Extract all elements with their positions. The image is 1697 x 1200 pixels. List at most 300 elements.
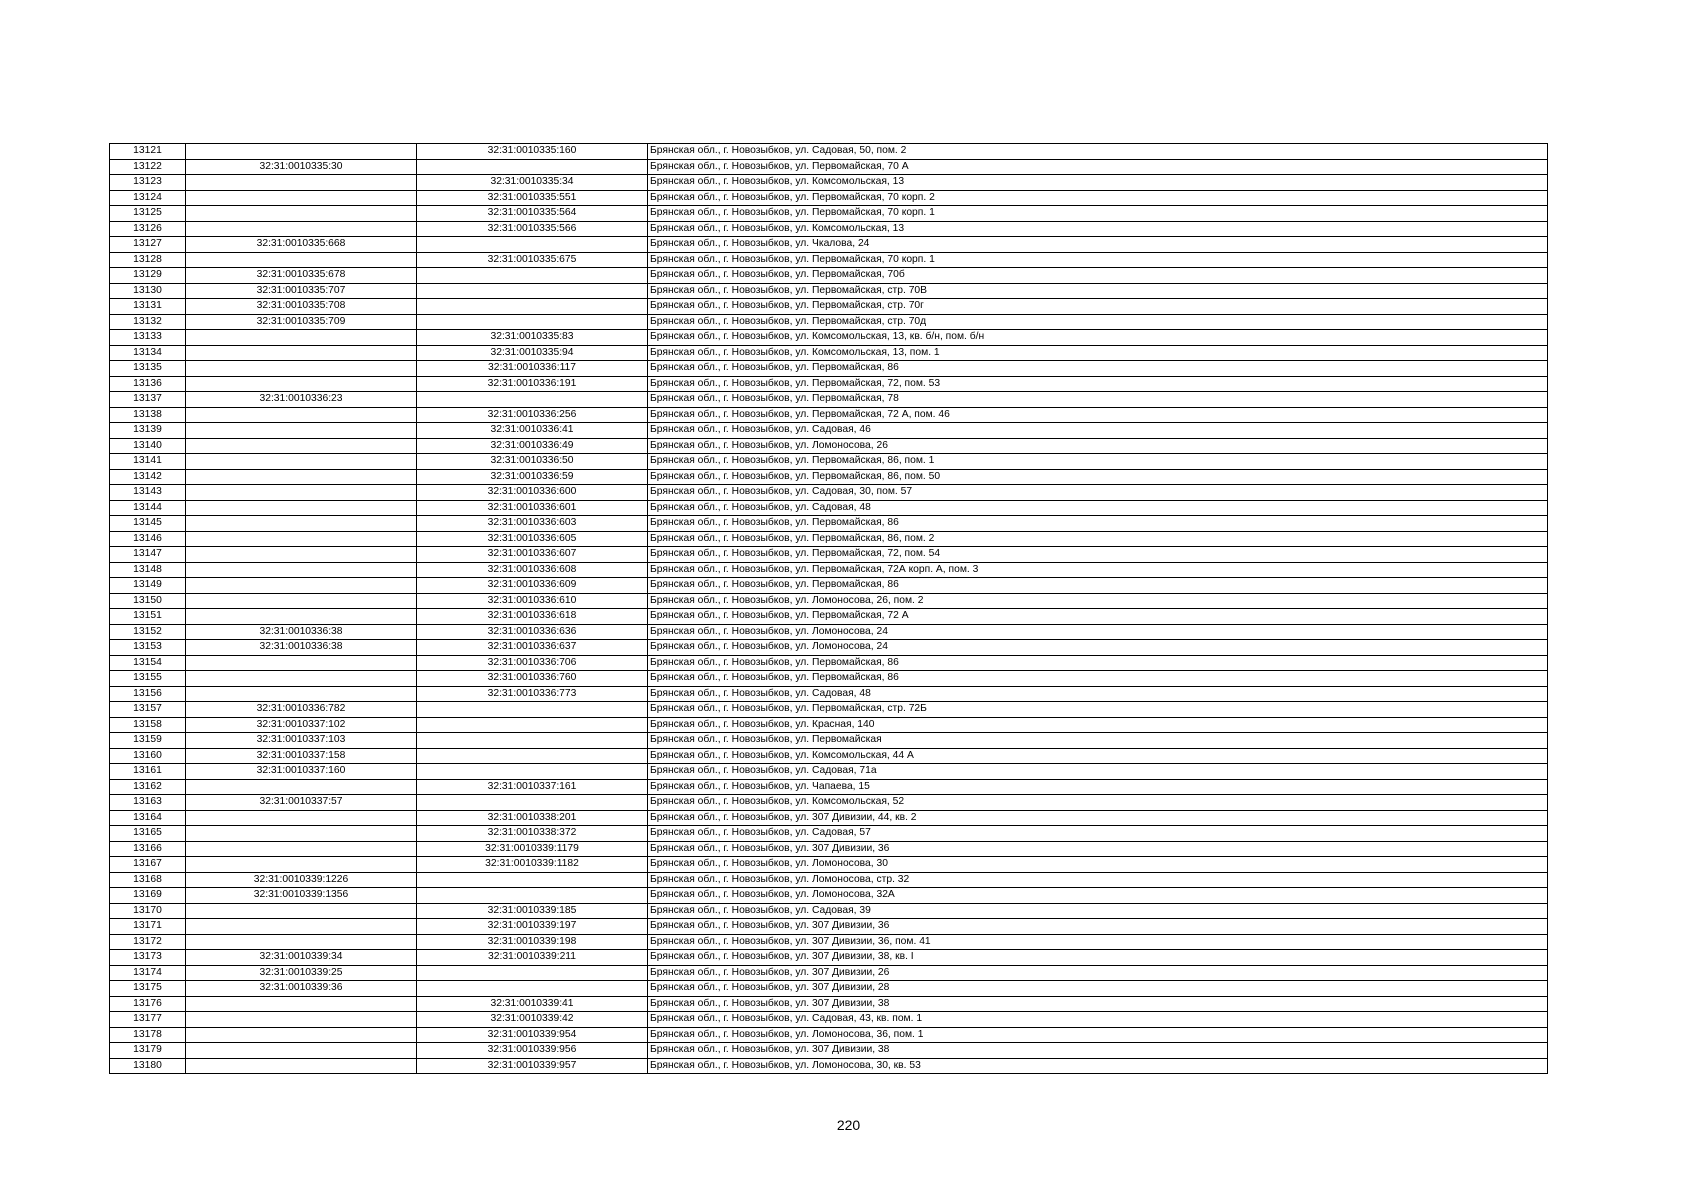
row-number-cell: 13148 — [110, 562, 186, 578]
row-number-cell: 13173 — [110, 950, 186, 966]
address-cell: Брянская обл., г. Новозыбков, ул. 307 Дивизии, 36 — [648, 841, 1548, 857]
row-number-cell: 13139 — [110, 423, 186, 439]
table-row — [110, 314, 1548, 330]
land-cadastral-number-cell: 32:31:0010337:103 — [186, 733, 417, 749]
land-cadastral-number-cell: 32:31:0010339:34 — [186, 950, 417, 966]
building-cadastral-number-cell — [417, 314, 648, 330]
building-cadastral-number-cell — [417, 702, 648, 718]
land-cadastral-number-cell — [186, 934, 417, 950]
land-cadastral-number-cell — [186, 779, 417, 795]
building-cadastral-number-cell: 32:31:0010335:94 — [417, 345, 648, 361]
land-cadastral-number-cell — [186, 996, 417, 1012]
address-cell: Брянская обл., г. Новозыбков, ул. Чкалова, 24 — [648, 237, 1548, 253]
table-row — [110, 485, 1548, 501]
address-cell: Брянская обл., г. Новозыбков, ул. 307 Дивизии, 28 — [648, 981, 1548, 997]
land-cadastral-number-cell — [186, 330, 417, 346]
building-cadastral-number-cell: 32:31:0010336:191 — [417, 376, 648, 392]
address-cell: Брянская обл., г. Новозыбков, ул. Ломоносова, 32А — [648, 888, 1548, 904]
address-cell: Брянская обл., г. Новозыбков, ул. 307 Дивизии, 38, кв. I — [648, 950, 1548, 966]
address-cell: Брянская обл., г. Новозыбков, ул. 307 Дивизии, 38 — [648, 996, 1548, 1012]
row-number-cell: 13121 — [110, 144, 186, 160]
row-number-cell: 13178 — [110, 1027, 186, 1043]
address-cell: Брянская обл., г. Новозыбков, ул. Первомайская, 72 А — [648, 609, 1548, 625]
building-cadastral-number-cell: 32:31:0010336:636 — [417, 624, 648, 640]
land-cadastral-number-cell — [186, 361, 417, 377]
address-cell: Брянская обл., г. Новозыбков, ул. Первомайская, 72, пом. 53 — [648, 376, 1548, 392]
row-number-cell: 13136 — [110, 376, 186, 392]
land-cadastral-number-cell — [186, 175, 417, 191]
land-cadastral-number-cell — [186, 857, 417, 873]
land-cadastral-number-cell — [186, 407, 417, 423]
row-number-cell: 13159 — [110, 733, 186, 749]
table-row — [110, 345, 1548, 361]
row-number-cell: 13141 — [110, 454, 186, 470]
land-cadastral-number-cell: 32:31:0010337:160 — [186, 764, 417, 780]
land-cadastral-number-cell — [186, 1027, 417, 1043]
address-cell: Брянская обл., г. Новозыбков, ул. Первомайская, 86, пом. 2 — [648, 531, 1548, 547]
address-cell: Брянская обл., г. Новозыбков, ул. Первомайская, 72 А, пом. 46 — [648, 407, 1548, 423]
row-number-cell: 13163 — [110, 795, 186, 811]
land-cadastral-number-cell: 32:31:0010339:25 — [186, 965, 417, 981]
address-cell: Брянская обл., г. Новозыбков, ул. Садовая, 46 — [648, 423, 1548, 439]
table-row — [110, 392, 1548, 408]
table-row — [110, 888, 1548, 904]
address-cell: Брянская обл., г. Новозыбков, ул. Садовая, 43, кв. пом. 1 — [648, 1012, 1548, 1028]
address-cell: Брянская обл., г. Новозыбков, ул. Садовая, 71а — [648, 764, 1548, 780]
building-cadastral-number-cell: 32:31:0010336:618 — [417, 609, 648, 625]
row-number-cell: 13170 — [110, 903, 186, 919]
land-cadastral-number-cell: 32:31:0010336:38 — [186, 624, 417, 640]
table-row — [110, 671, 1548, 687]
land-cadastral-number-cell — [186, 1012, 417, 1028]
row-number-cell: 13138 — [110, 407, 186, 423]
row-number-cell: 13133 — [110, 330, 186, 346]
land-cadastral-number-cell: 32:31:0010335:709 — [186, 314, 417, 330]
land-cadastral-number-cell — [186, 655, 417, 671]
table-row — [110, 237, 1548, 253]
address-cell: Брянская обл., г. Новозыбков, ул. Первомайская, стр. 70д — [648, 314, 1548, 330]
row-number-cell: 13167 — [110, 857, 186, 873]
row-number-cell: 13129 — [110, 268, 186, 284]
table-row — [110, 640, 1548, 656]
table-row — [110, 454, 1548, 470]
row-number-cell: 13180 — [110, 1058, 186, 1074]
row-number-cell: 13144 — [110, 500, 186, 516]
row-number-cell: 13149 — [110, 578, 186, 594]
building-cadastral-number-cell — [417, 268, 648, 284]
building-cadastral-number-cell: 32:31:0010336:256 — [417, 407, 648, 423]
building-cadastral-number-cell: 32:31:0010336:706 — [417, 655, 648, 671]
land-cadastral-number-cell — [186, 671, 417, 687]
row-number-cell: 13131 — [110, 299, 186, 315]
land-cadastral-number-cell: 32:31:0010335:678 — [186, 268, 417, 284]
address-cell: Брянская обл., г. Новозыбков, ул. Первомайская, 70 корп. 1 — [648, 252, 1548, 268]
table-row — [110, 965, 1548, 981]
address-cell: Брянская обл., г. Новозыбков, ул. 307 Дивизии, 36 — [648, 919, 1548, 935]
table-row — [110, 857, 1548, 873]
building-cadastral-number-cell — [417, 733, 648, 749]
address-cell: Брянская обл., г. Новозыбков, ул. Первомайская, 86 — [648, 361, 1548, 377]
building-cadastral-number-cell: 32:31:0010339:1182 — [417, 857, 648, 873]
address-cell: Брянская обл., г. Новозыбков, ул. Комсомольская, 13, кв. б/н, пом. б/н — [648, 330, 1548, 346]
row-number-cell: 13157 — [110, 702, 186, 718]
address-cell: Брянская обл., г. Новозыбков, ул. Комсомольская, 13 — [648, 175, 1548, 191]
building-cadastral-number-cell: 32:31:0010339:197 — [417, 919, 648, 935]
address-cell: Брянская обл., г. Новозыбков, ул. Садовая, 48 — [648, 686, 1548, 702]
address-cell: Брянская обл., г. Новозыбков, ул. Первомайская, 78 — [648, 392, 1548, 408]
building-cadastral-number-cell — [417, 981, 648, 997]
table-row — [110, 609, 1548, 625]
address-cell: Брянская обл., г. Новозыбков, ул. Первомайская, 70 корп. 1 — [648, 206, 1548, 222]
table-row — [110, 1012, 1548, 1028]
table-row — [110, 686, 1548, 702]
building-cadastral-number-cell: 32:31:0010339:957 — [417, 1058, 648, 1074]
row-number-cell: 13164 — [110, 810, 186, 826]
land-cadastral-number-cell — [186, 562, 417, 578]
land-cadastral-number-cell: 32:31:0010335:708 — [186, 299, 417, 315]
land-cadastral-number-cell — [186, 345, 417, 361]
table-row — [110, 562, 1548, 578]
row-number-cell: 13123 — [110, 175, 186, 191]
building-cadastral-number-cell: 32:31:0010336:50 — [417, 454, 648, 470]
building-cadastral-number-cell — [417, 717, 648, 733]
address-cell: Брянская обл., г. Новозыбков, ул. Первомайская, стр. 70В — [648, 283, 1548, 299]
building-cadastral-number-cell — [417, 872, 648, 888]
land-cadastral-number-cell — [186, 438, 417, 454]
row-number-cell: 13162 — [110, 779, 186, 795]
row-number-cell: 13155 — [110, 671, 186, 687]
building-cadastral-number-cell — [417, 299, 648, 315]
address-cell: Брянская обл., г. Новозыбков, ул. Красная, 140 — [648, 717, 1548, 733]
land-cadastral-number-cell — [186, 810, 417, 826]
row-number-cell: 13175 — [110, 981, 186, 997]
land-cadastral-number-cell: 32:31:0010336:23 — [186, 392, 417, 408]
row-number-cell: 13134 — [110, 345, 186, 361]
building-cadastral-number-cell: 32:31:0010339:185 — [417, 903, 648, 919]
building-cadastral-number-cell: 32:31:0010336:605 — [417, 531, 648, 547]
building-cadastral-number-cell: 32:31:0010335:564 — [417, 206, 648, 222]
row-number-cell: 13147 — [110, 547, 186, 563]
address-cell: Брянская обл., г. Новозыбков, ул. Первомайская, 72А корп. А, пом. 3 — [648, 562, 1548, 578]
land-cadastral-number-cell: 32:31:0010336:782 — [186, 702, 417, 718]
land-cadastral-number-cell: 32:31:0010335:30 — [186, 159, 417, 175]
cadastral-table — [109, 143, 1548, 1074]
address-cell: Брянская обл., г. Новозыбков, ул. Ломоносова, 30 — [648, 857, 1548, 873]
table-row — [110, 733, 1548, 749]
row-number-cell: 13127 — [110, 237, 186, 253]
table-row — [110, 407, 1548, 423]
page-number: 220 — [836, 1117, 861, 1133]
land-cadastral-number-cell — [186, 578, 417, 594]
land-cadastral-number-cell — [186, 252, 417, 268]
table-row — [110, 764, 1548, 780]
land-cadastral-number-cell — [186, 547, 417, 563]
address-cell: Брянская обл., г. Новозыбков, ул. 307 Дивизии, 36, пом. 41 — [648, 934, 1548, 950]
row-number-cell: 13160 — [110, 748, 186, 764]
row-number-cell: 13137 — [110, 392, 186, 408]
building-cadastral-number-cell: 32:31:0010336:601 — [417, 500, 648, 516]
land-cadastral-number-cell — [186, 826, 417, 842]
row-number-cell: 13124 — [110, 190, 186, 206]
table-row — [110, 547, 1548, 563]
table-row — [110, 950, 1548, 966]
address-cell: Брянская обл., г. Новозыбков, ул. Комсомольская, 44 А — [648, 748, 1548, 764]
land-cadastral-number-cell — [186, 221, 417, 237]
land-cadastral-number-cell — [186, 531, 417, 547]
building-cadastral-number-cell: 32:31:0010339:42 — [417, 1012, 648, 1028]
land-cadastral-number-cell — [186, 841, 417, 857]
land-cadastral-number-cell: 32:31:0010337:102 — [186, 717, 417, 733]
building-cadastral-number-cell: 32:31:0010336:760 — [417, 671, 648, 687]
building-cadastral-number-cell: 32:31:0010337:161 — [417, 779, 648, 795]
table-row — [110, 919, 1548, 935]
row-number-cell: 13169 — [110, 888, 186, 904]
building-cadastral-number-cell: 32:31:0010336:41 — [417, 423, 648, 439]
land-cadastral-number-cell — [186, 1043, 417, 1059]
building-cadastral-number-cell: 32:31:0010339:211 — [417, 950, 648, 966]
row-number-cell: 13165 — [110, 826, 186, 842]
table-row — [110, 268, 1548, 284]
land-cadastral-number-cell: 32:31:0010337:57 — [186, 795, 417, 811]
address-cell: Брянская обл., г. Новозыбков, ул. Первомайская, 86, пом. 50 — [648, 469, 1548, 485]
land-cadastral-number-cell — [186, 609, 417, 625]
land-cadastral-number-cell: 32:31:0010335:668 — [186, 237, 417, 253]
address-cell: Брянская обл., г. Новозыбков, ул. Ломоносова, стр. 32 — [648, 872, 1548, 888]
address-cell: Брянская обл., г. Новозыбков, ул. 307 Дивизии, 26 — [648, 965, 1548, 981]
row-number-cell: 13168 — [110, 872, 186, 888]
address-cell: Брянская обл., г. Новозыбков, ул. 307 Дивизии, 38 — [648, 1043, 1548, 1059]
table-row — [110, 872, 1548, 888]
address-cell: Брянская обл., г. Новозыбков, ул. Первомайская, стр. 72Б — [648, 702, 1548, 718]
land-cadastral-number-cell: 32:31:0010335:707 — [186, 283, 417, 299]
building-cadastral-number-cell: 32:31:0010335:551 — [417, 190, 648, 206]
table-row — [110, 221, 1548, 237]
land-cadastral-number-cell — [186, 454, 417, 470]
land-cadastral-number-cell — [186, 469, 417, 485]
table-row — [110, 593, 1548, 609]
building-cadastral-number-cell: 32:31:0010335:34 — [417, 175, 648, 191]
row-number-cell: 13153 — [110, 640, 186, 656]
table-row — [110, 624, 1548, 640]
building-cadastral-number-cell: 32:31:0010339:1179 — [417, 841, 648, 857]
row-number-cell: 13122 — [110, 159, 186, 175]
address-cell: Брянская обл., г. Новозыбков, ул. Ломоносова, 26, пом. 2 — [648, 593, 1548, 609]
address-cell: Брянская обл., г. Новозыбков, ул. Ломоносова, 24 — [648, 624, 1548, 640]
address-cell: Брянская обл., г. Новозыбков, ул. Ломоносова, 30, кв. 53 — [648, 1058, 1548, 1074]
table-row — [110, 516, 1548, 532]
building-cadastral-number-cell: 32:31:0010336:59 — [417, 469, 648, 485]
building-cadastral-number-cell — [417, 965, 648, 981]
land-cadastral-number-cell — [186, 593, 417, 609]
table-row — [110, 748, 1548, 764]
table-row — [110, 423, 1548, 439]
building-cadastral-number-cell: 32:31:0010339:956 — [417, 1043, 648, 1059]
land-cadastral-number-cell — [186, 919, 417, 935]
building-cadastral-number-cell — [417, 159, 648, 175]
table-row — [110, 655, 1548, 671]
address-cell: Брянская обл., г. Новозыбков, ул. Первомайская, 70б — [648, 268, 1548, 284]
row-number-cell: 13176 — [110, 996, 186, 1012]
table-row — [110, 779, 1548, 795]
address-cell: Брянская обл., г. Новозыбков, ул. Комсомольская, 52 — [648, 795, 1548, 811]
row-number-cell: 13166 — [110, 841, 186, 857]
address-cell: Брянская обл., г. Новозыбков, ул. Первомайская, 86 — [648, 516, 1548, 532]
table-row — [110, 206, 1548, 222]
land-cadastral-number-cell — [186, 516, 417, 532]
address-cell: Брянская обл., г. Новозыбков, ул. Садовая, 50, пом. 2 — [648, 144, 1548, 160]
address-cell: Брянская обл., г. Новозыбков, ул. Садовая, 57 — [648, 826, 1548, 842]
building-cadastral-number-cell: 32:31:0010336:609 — [417, 578, 648, 594]
land-cadastral-number-cell: 32:31:0010339:36 — [186, 981, 417, 997]
land-cadastral-number-cell — [186, 485, 417, 501]
land-cadastral-number-cell — [186, 376, 417, 392]
table-row — [110, 469, 1548, 485]
building-cadastral-number-cell: 32:31:0010336:608 — [417, 562, 648, 578]
table-row — [110, 376, 1548, 392]
table-row — [110, 361, 1548, 377]
building-cadastral-number-cell: 32:31:0010336:610 — [417, 593, 648, 609]
table-row — [110, 330, 1548, 346]
land-cadastral-number-cell — [186, 190, 417, 206]
address-cell: Брянская обл., г. Новозыбков, ул. Ломоносова, 36, пом. 1 — [648, 1027, 1548, 1043]
row-number-cell: 13171 — [110, 919, 186, 935]
table-row — [110, 190, 1548, 206]
building-cadastral-number-cell — [417, 283, 648, 299]
address-cell: Брянская обл., г. Новозыбков, ул. Первомайская, 86, пом. 1 — [648, 454, 1548, 470]
table-row — [110, 795, 1548, 811]
row-number-cell: 13154 — [110, 655, 186, 671]
land-cadastral-number-cell — [186, 206, 417, 222]
row-number-cell: 13152 — [110, 624, 186, 640]
row-number-cell: 13161 — [110, 764, 186, 780]
row-number-cell: 13174 — [110, 965, 186, 981]
row-number-cell: 13135 — [110, 361, 186, 377]
land-cadastral-number-cell — [186, 686, 417, 702]
row-number-cell: 13126 — [110, 221, 186, 237]
row-number-cell: 13158 — [110, 717, 186, 733]
address-cell: Брянская обл., г. Новозыбков, ул. Комсомольская, 13 — [648, 221, 1548, 237]
row-number-cell: 13132 — [110, 314, 186, 330]
building-cadastral-number-cell: 32:31:0010336:773 — [417, 686, 648, 702]
address-cell: Брянская обл., г. Новозыбков, ул. Первомайская, 86 — [648, 671, 1548, 687]
building-cadastral-number-cell: 32:31:0010336:637 — [417, 640, 648, 656]
address-cell: Брянская обл., г. Новозыбков, ул. Садовая, 48 — [648, 500, 1548, 516]
building-cadastral-number-cell — [417, 392, 648, 408]
table-row — [110, 175, 1548, 191]
row-number-cell: 13150 — [110, 593, 186, 609]
land-cadastral-number-cell: 32:31:0010339:1226 — [186, 872, 417, 888]
building-cadastral-number-cell: 32:31:0010335:160 — [417, 144, 648, 160]
row-number-cell: 13146 — [110, 531, 186, 547]
row-number-cell: 13151 — [110, 609, 186, 625]
address-cell: Брянская обл., г. Новозыбков, ул. Первомайская, 86 — [648, 655, 1548, 671]
land-cadastral-number-cell — [186, 903, 417, 919]
building-cadastral-number-cell: 32:31:0010336:603 — [417, 516, 648, 532]
address-cell: Брянская обл., г. Новозыбков, ул. Первомайская — [648, 733, 1548, 749]
table-row — [110, 826, 1548, 842]
table-row — [110, 903, 1548, 919]
address-cell: Брянская обл., г. Новозыбков, ул. Первомайская, 70 А — [648, 159, 1548, 175]
address-cell: Брянская обл., г. Новозыбков, ул. Комсомольская, 13, пом. 1 — [648, 345, 1548, 361]
building-cadastral-number-cell: 32:31:0010336:607 — [417, 547, 648, 563]
address-cell: Брянская обл., г. Новозыбков, ул. Садовая, 30, пом. 57 — [648, 485, 1548, 501]
address-cell: Брянская обл., г. Новозыбков, ул. Первомайская, 86 — [648, 578, 1548, 594]
row-number-cell: 13125 — [110, 206, 186, 222]
address-cell: Брянская обл., г. Новозыбков, ул. Чапаева, 15 — [648, 779, 1548, 795]
land-cadastral-number-cell — [186, 144, 417, 160]
row-number-cell: 13128 — [110, 252, 186, 268]
building-cadastral-number-cell: 32:31:0010339:954 — [417, 1027, 648, 1043]
table-row — [110, 996, 1548, 1012]
building-cadastral-number-cell — [417, 764, 648, 780]
address-cell: Брянская обл., г. Новозыбков, ул. Садовая, 39 — [648, 903, 1548, 919]
table-row — [110, 1058, 1548, 1074]
row-number-cell: 13142 — [110, 469, 186, 485]
row-number-cell: 13130 — [110, 283, 186, 299]
table-row — [110, 500, 1548, 516]
address-cell: Брянская обл., г. Новозыбков, ул. Ломоносова, 24 — [648, 640, 1548, 656]
building-cadastral-number-cell — [417, 888, 648, 904]
table-row — [110, 841, 1548, 857]
land-cadastral-number-cell — [186, 1058, 417, 1074]
table-row — [110, 252, 1548, 268]
land-cadastral-number-cell: 32:31:0010339:1356 — [186, 888, 417, 904]
table-row — [110, 934, 1548, 950]
land-cadastral-number-cell — [186, 423, 417, 439]
building-cadastral-number-cell: 32:31:0010335:566 — [417, 221, 648, 237]
building-cadastral-number-cell: 32:31:0010336:117 — [417, 361, 648, 377]
table-row — [110, 531, 1548, 547]
row-number-cell: 13140 — [110, 438, 186, 454]
land-cadastral-number-cell: 32:31:0010336:38 — [186, 640, 417, 656]
row-number-cell: 13156 — [110, 686, 186, 702]
table-row — [110, 981, 1548, 997]
address-cell: Брянская обл., г. Новозыбков, ул. Первомайская, 72, пом. 54 — [648, 547, 1548, 563]
table-body — [110, 144, 1548, 1074]
table-row — [110, 578, 1548, 594]
table-row — [110, 810, 1548, 826]
row-number-cell: 13179 — [110, 1043, 186, 1059]
building-cadastral-number-cell — [417, 748, 648, 764]
land-cadastral-number-cell — [186, 500, 417, 516]
building-cadastral-number-cell: 32:31:0010335:675 — [417, 252, 648, 268]
building-cadastral-number-cell: 32:31:0010336:600 — [417, 485, 648, 501]
address-cell: Брянская обл., г. Новозыбков, ул. Первомайская, 70 корп. 2 — [648, 190, 1548, 206]
building-cadastral-number-cell: 32:31:0010339:198 — [417, 934, 648, 950]
table-row — [110, 299, 1548, 315]
table-row — [110, 438, 1548, 454]
table-row — [110, 717, 1548, 733]
address-cell: Брянская обл., г. Новозыбков, ул. Первомайская, стр. 70г — [648, 299, 1548, 315]
table-row — [110, 1027, 1548, 1043]
table-row — [110, 159, 1548, 175]
row-number-cell: 13143 — [110, 485, 186, 501]
land-cadastral-number-cell: 32:31:0010337:158 — [186, 748, 417, 764]
row-number-cell: 13177 — [110, 1012, 186, 1028]
building-cadastral-number-cell — [417, 795, 648, 811]
building-cadastral-number-cell: 32:31:0010338:372 — [417, 826, 648, 842]
building-cadastral-number-cell: 32:31:0010339:41 — [417, 996, 648, 1012]
building-cadastral-number-cell: 32:31:0010338:201 — [417, 810, 648, 826]
building-cadastral-number-cell: 32:31:0010336:49 — [417, 438, 648, 454]
table-row — [110, 283, 1548, 299]
row-number-cell: 13145 — [110, 516, 186, 532]
building-cadastral-number-cell: 32:31:0010335:83 — [417, 330, 648, 346]
table-row — [110, 1043, 1548, 1059]
address-cell: Брянская обл., г. Новозыбков, ул. 307 Дивизии, 44, кв. 2 — [648, 810, 1548, 826]
row-number-cell: 13172 — [110, 934, 186, 950]
table-row — [110, 144, 1548, 160]
